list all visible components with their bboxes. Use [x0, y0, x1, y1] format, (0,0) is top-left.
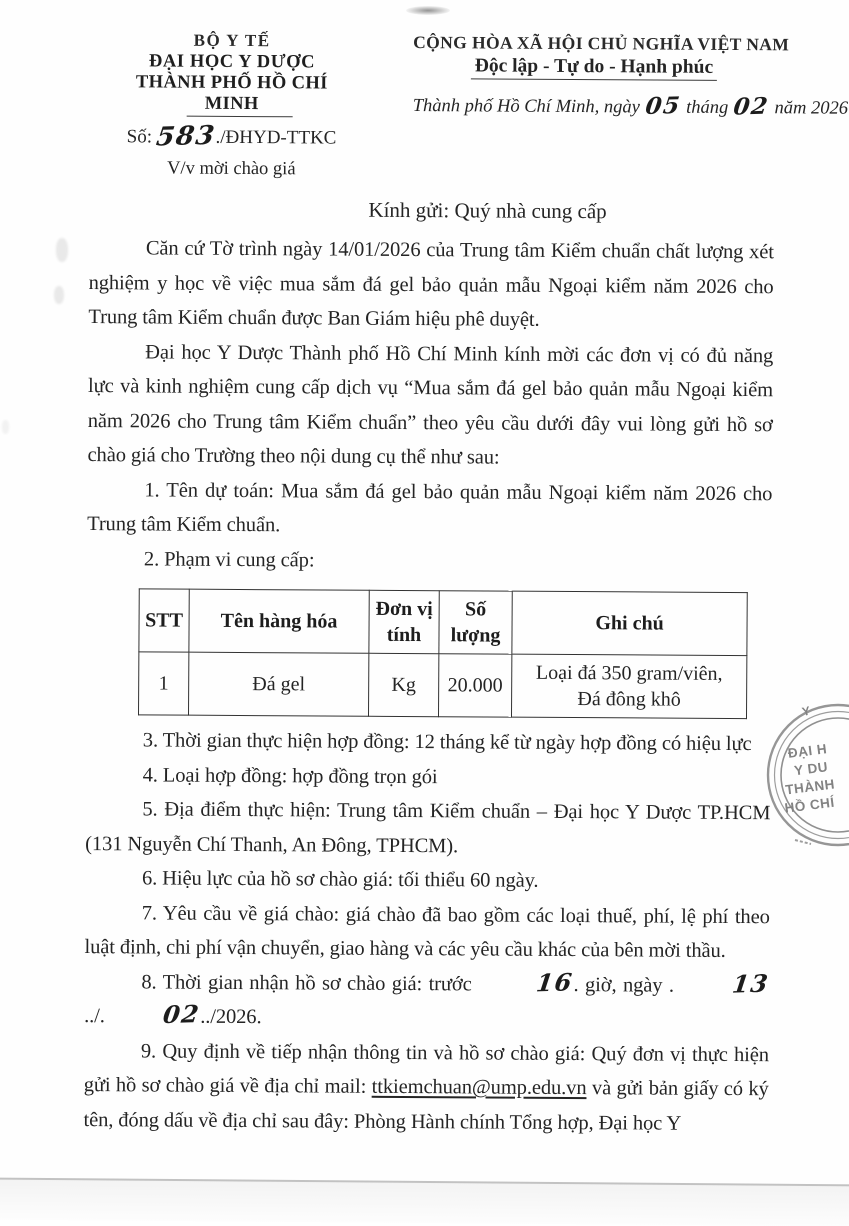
supply-scope-table: [138, 588, 748, 719]
document-header: [89, 30, 775, 183]
handwritten-month: 02: [732, 95, 770, 119]
table-header-row: [139, 589, 747, 656]
item-2-scope: 2. Phạm vi cung cấp:: [87, 542, 772, 581]
table-header-unit: Đơn vị tính: [369, 590, 439, 653]
date-line: [413, 92, 775, 119]
university-round-stamp: [737, 668, 849, 888]
national-title: CỘNG HÒA XÃ HỘI CHỦ NGHĨA VIỆT NAM: [413, 32, 775, 55]
university-name-text: THÀNH PHỐ HỒ CHÍ MINH: [136, 72, 328, 114]
subject-line: V/v mời chào giá: [115, 158, 347, 180]
reference-number-line: [115, 121, 347, 149]
item8-text-3: ../.: [84, 1005, 105, 1027]
scan-artifact: [2, 420, 9, 434]
salutation: Kính gửi: Quý nhà cung cấp: [145, 191, 830, 229]
national-motto: [413, 55, 775, 81]
national-motto-text: Độc lập - Tự do - Hạnh phúc: [471, 55, 718, 81]
handwritten-deadline-month: 02: [104, 1002, 201, 1029]
paragraph-invitation: Đại học Y Dược Thành phố Hồ Chí Minh kính mời các đơn vị có đủ năng lực và kinh nghiệm cung cấp dịch vụ “Mua sắm đá gel bảo quản mẫu Ngoại kiểm năm 2026 cho Trung tâm Kiểm chuẩn” theo yêu cầu dưới đây vui lòng gửi hồ sơ chào giá cho Trường theo nội dung cụ thể như sau:: [87, 335, 773, 477]
scan-artifact: [54, 286, 64, 304]
table-header-stt: STT: [139, 589, 189, 652]
item-1-estimate-name: 1. Tên dự toán: Mua sắm đá gel bảo quản mẫu Ngoại kiểm năm 2026 cho Trung tâm Kiểm chuẩn.: [87, 473, 772, 546]
email-address: ttkiemchuan@ump.edu.vn: [372, 1076, 587, 1099]
decorative-underline: [187, 116, 293, 118]
item-5-location: 5. Địa điểm thực hiện: Trung tâm Kiểm chuẩn – Đại học Y Dược TP.HCM (131 Nguyễn Chí Thanh, An Đông, TPHCM).: [85, 792, 770, 865]
ref-prefix: Số:: [127, 126, 157, 147]
university-name-line1: ĐẠI HỌC Y DƯỢC: [116, 51, 348, 73]
item8-text-4: ../2026.: [200, 1006, 261, 1028]
item8-text-1: 8. Thời gian nhận hồ sơ chào giá: trước: [141, 971, 478, 995]
paper-bottom-edge: [0, 1178, 849, 1226]
date-mid: tháng: [681, 98, 733, 118]
ministry-name: BỘ Y TẾ: [116, 30, 348, 51]
date-prefix: Thành phố Hồ Chí Minh, ngày: [413, 96, 645, 117]
item9-text-1: 9. Quy định về tiếp nhận thông tin và hồ sơ chào giá: Quý đơn vị thực hiện gửi hồ sơ chào giá về địa chỉ mail:: [84, 1040, 769, 1098]
table-header-item-name: Tên hàng hóa: [189, 589, 369, 653]
item8-text-2: . giờ, ngày .: [573, 974, 674, 997]
item-8-deadline: [84, 965, 769, 1038]
item-9-submission: [83, 1034, 769, 1142]
national-motto-block: [413, 32, 776, 119]
cell-stt: 1: [139, 652, 189, 715]
cell-unit: Kg: [368, 653, 438, 716]
table-header-note: Ghi chú: [512, 591, 747, 655]
handwritten-hour: 16: [477, 970, 574, 997]
scan-artifact: [56, 238, 68, 262]
handwritten-deadline-day: 13: [673, 971, 770, 998]
paragraph-basis: Căn cứ Tờ trình ngày 14/01/2026 của Trung tâm Kiểm chuẩn chất lượng xét nghiệm y học về việc mua sắm đá gel bảo quản mẫu Ngoại kiểm năm 2026 cho Trung tâm Kiểm chuẩn được Ban Giám hiệu phê duyệt.: [88, 231, 774, 339]
item-4-contract-type: 4. Loại hợp đồng: hợp đồng trọn gói: [86, 758, 771, 797]
ref-suffix: ./ĐHYD-TTKC: [215, 127, 336, 149]
item9-text-2: và gửi bản giấy có ký tên, đóng dấu về địa chỉ sau đây: Phòng Hành chính Tổng hợp, Đại học Y: [83, 1077, 768, 1134]
handwritten-ref-number: 583: [155, 123, 217, 151]
stamp-text-line4: HỒ CHÍ: [784, 795, 836, 816]
stamp-text-line3: THÀNH: [785, 777, 836, 798]
cell-item-name: Đá gel: [188, 652, 368, 716]
stamp-text-line2: Y DU: [793, 759, 829, 778]
cell-quantity: 20.000: [438, 654, 511, 717]
cell-note: Loại đá 350 gram/viên, Đá đông khô: [511, 654, 746, 718]
handwritten-day: 05: [644, 94, 682, 118]
issuer-block: [115, 30, 348, 180]
table-row: [139, 652, 747, 719]
scan-smudge: [406, 6, 450, 15]
item-6-validity: 6. Hiệu lực của hồ sơ chào giá: tối thiểu 60 ngày.: [85, 861, 770, 900]
stamp-arc-letter: Y: [801, 703, 812, 718]
stamp-text-line1: ĐẠI H: [787, 741, 828, 761]
university-name-line2: [116, 72, 348, 117]
item-7-price-requirements: 7. Yêu cầu về giá chào: giá chào đã bao gồm các loại thuế, phí, lệ phí theo luật định, chi phí vận chuyển, giao hàng và các yêu cầu khác của bên mời thầu.: [84, 896, 769, 969]
item-3-duration: 3. Thời gian thực hiện hợp đồng: 12 tháng kể từ ngày hợp đồng có hiệu lực: [86, 723, 771, 762]
table-header-quantity: Số lượng: [439, 591, 512, 654]
stamp-bottom-mark: [795, 840, 811, 844]
date-suffix: năm 2026: [770, 98, 848, 118]
